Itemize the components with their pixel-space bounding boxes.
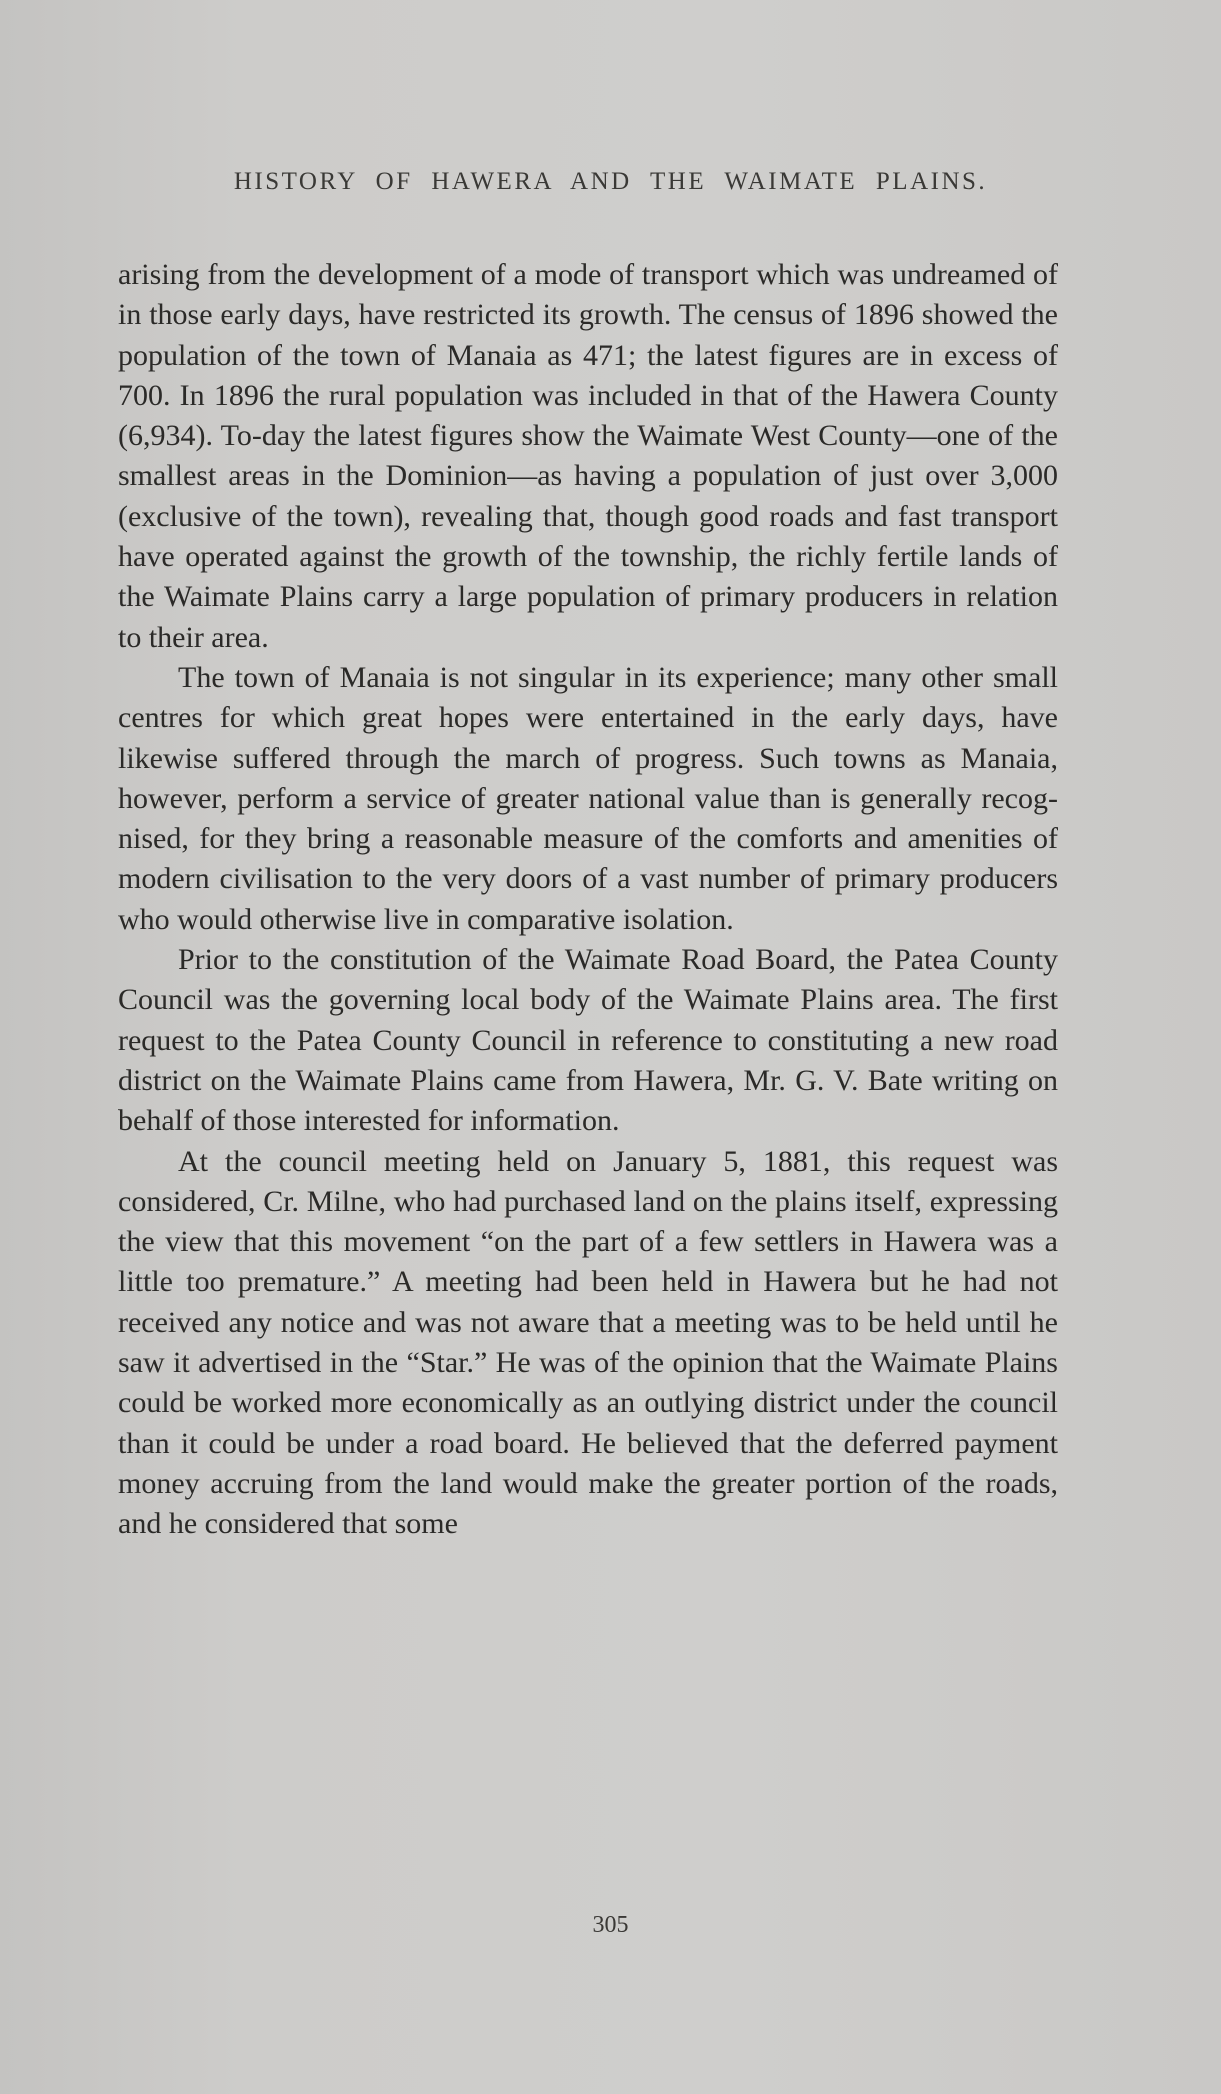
paragraph-manaia: The town of Manaia is not singular in its experience; many other small centres for which great hopes were entertained in the early days, have likewise suffered through the march of progress. Such towns as Manaia, however, perform a service of greater national value than is generally recognised, for they bring a reasonable measure of the comforts and amenities of modern civilisation to the very doors of a vast number of primary producers who would otherwise live in comparative isolation. (118, 660, 1058, 936)
paragraph-continued: arising from the development of a mode of transport which was undreamed of in those early days, have restricted its growth. The census of 1896 showed the population of the town of Manaia as 471; the latest figures are in excess of 700. In 1896 the rural population was included in that of the Hawera County (6,934). To-day the latest figures show the Waimate West County—one of the smallest areas in the Dominion—as having a population of just over 3,000 (exclusive of the town), revealing that, though good roads and fast transport have operated against the growth of the township, the richly fertile lands of the Waimate Plains carry a large population of primary producers in relation to their area. (118, 258, 1058, 654)
paragraph-road-board: Prior to the constitution of the Waimate Road Board, the Patea County Council was the governing local body of the Waimate Plains area. The first request to the Patea County Council in reference to constituting a new road district on the Waimate Plains came from Hawera, Mr. G. V. Bate writing on behalf of those interested for information. (118, 943, 1058, 1138)
paragraph-council-meeting: At the council meeting held on January 5, 1881, this request was considered, Cr. Milne, who had purchased land on the plains itself, expressing the view that this movement “on the part of a few settlers in Hawera was a little too premature.” A meeting had been held in Hawera but he had not received any notice and was not aware that a meeting was to be held until he saw it advertised in the “Star.” He was of the opinion that the Waimate Plains could be worked more economically as an outlying district under the council than it could be under a road board. He believed that the deferred payment money accruing from the land would make the greater portion of the roads, and he considered that some (118, 1144, 1058, 1541)
running-title: HISTORY OF HAWERA AND THE WAIMATE PLAINS. (233, 168, 988, 195)
page-number: 305 (592, 1912, 629, 1938)
body-text (118, 255, 1058, 1545)
